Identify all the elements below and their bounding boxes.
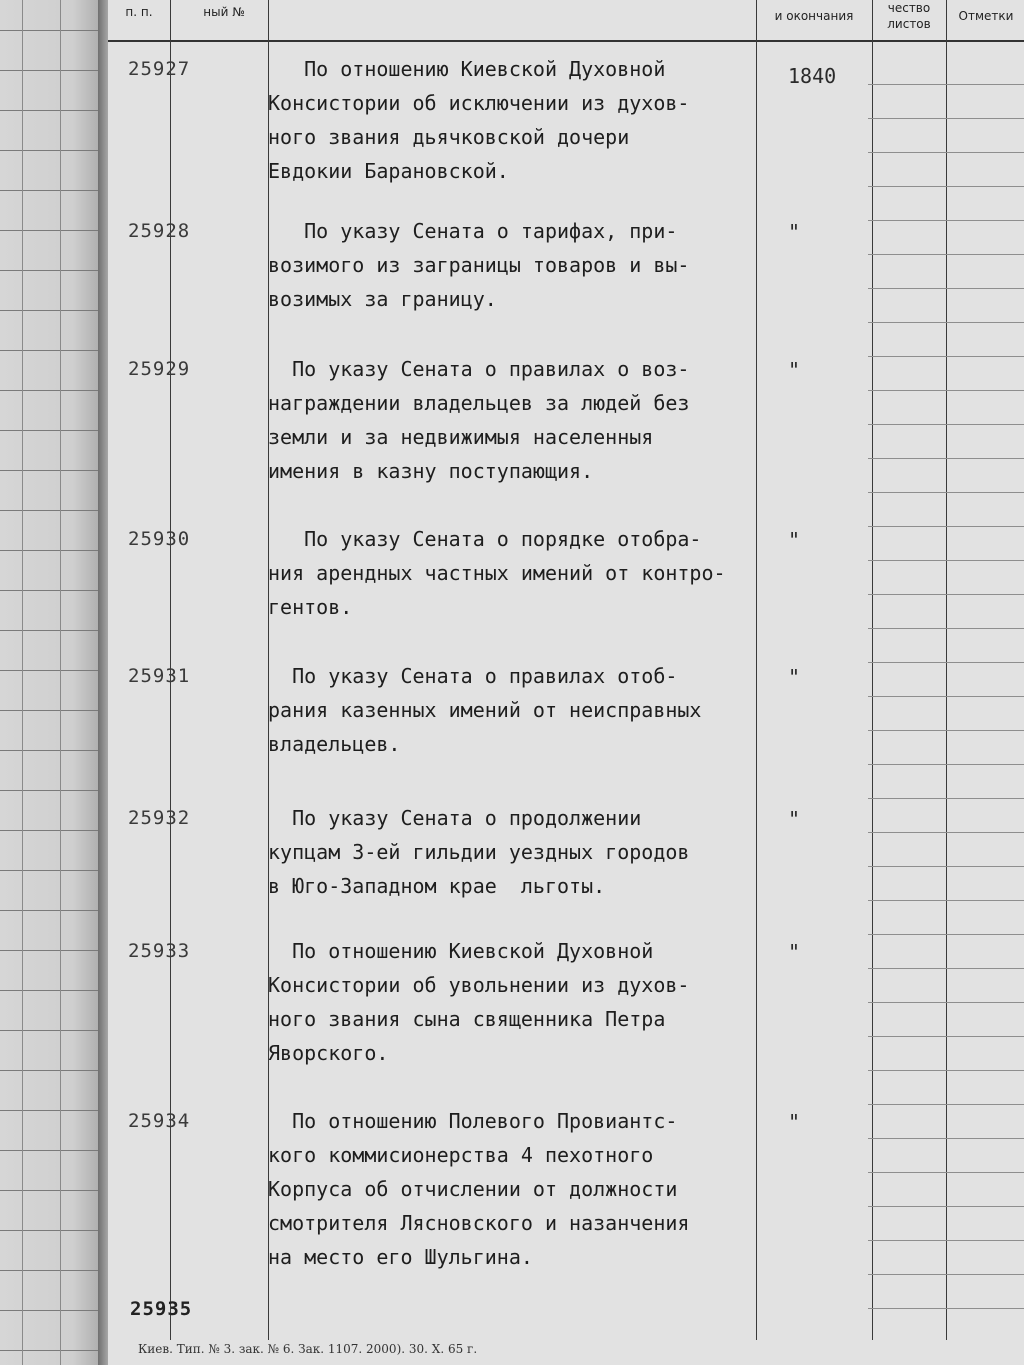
ruled-line <box>868 730 1024 731</box>
ruled-line <box>868 526 1024 527</box>
entry-description <box>268 659 768 761</box>
ruled-line <box>0 230 104 231</box>
ruled-line <box>868 254 1024 255</box>
ruled-line <box>868 220 1024 221</box>
entry-number: 25933 <box>128 940 191 962</box>
ruled-line <box>0 710 104 711</box>
ruled-line <box>0 1030 104 1031</box>
entry-line: имения в казну поступающия. <box>268 459 594 483</box>
ruled-line <box>868 186 1024 187</box>
entry-line: в Юго-Западном крае льготы. <box>268 874 606 898</box>
ruled-line <box>868 1172 1024 1173</box>
header-divider <box>108 40 1024 42</box>
entry-description <box>268 352 768 488</box>
entry-number: 25930 <box>128 528 191 550</box>
entry-date: " <box>788 665 801 689</box>
entry-date: 1840 <box>788 64 837 88</box>
entry-date: " <box>788 1110 801 1134</box>
entry-line: земли и за недвижимыя населенныя <box>268 425 654 449</box>
column-divider <box>946 0 947 1340</box>
entry-line: По отношению Полевого Провиантс- <box>268 1109 678 1133</box>
ruled-line <box>0 1270 104 1271</box>
column-divider <box>872 0 873 1340</box>
ruled-line <box>868 832 1024 833</box>
entry-line: кого коммисионерства 4 пехотного <box>268 1143 654 1167</box>
ruled-line <box>868 1308 1024 1309</box>
ruled-line <box>868 560 1024 561</box>
entry-line: награждении владельцев за людей без <box>268 391 690 415</box>
ruled-line <box>0 630 104 631</box>
ruled-line <box>0 110 104 111</box>
entry-line: По указу Сената о порядке отобра- <box>268 527 702 551</box>
ruled-line <box>0 350 104 351</box>
ruled-line <box>868 594 1024 595</box>
ruled-line <box>868 798 1024 799</box>
entry-line: владельцев. <box>268 732 401 756</box>
ruled-line <box>868 1274 1024 1275</box>
ruled-line <box>868 288 1024 289</box>
entry-line: По отношению Киевской Духовной <box>268 939 654 963</box>
ruled-line <box>0 1230 104 1231</box>
left-page <box>0 0 104 1365</box>
entry-description <box>268 522 768 624</box>
entry-line: Консистории об исключении из духов- <box>268 91 690 115</box>
ruled-line <box>868 662 1024 663</box>
entry-description <box>268 214 768 316</box>
header-count: чество листов <box>887 1 931 31</box>
ruled-line <box>868 900 1024 901</box>
header-dates: и окончания <box>774 9 854 23</box>
entry-line: ния арендных частных имений от контро- <box>268 561 726 585</box>
ruled-line <box>868 1002 1024 1003</box>
entry-number: 25931 <box>128 665 191 687</box>
entry-number: 25929 <box>128 358 191 380</box>
ruled-line <box>0 430 104 431</box>
ruled-line <box>0 750 104 751</box>
entry-description <box>268 801 768 903</box>
ruled-line <box>868 118 1024 119</box>
ruled-line <box>0 990 104 991</box>
ruled-line <box>868 1240 1024 1241</box>
ruled-column <box>60 0 61 1365</box>
ruled-line <box>868 628 1024 629</box>
entry-line: купцам 3-ей гильдии уездных городов <box>268 840 690 864</box>
entry-line: По указу Сената о правилах отоб- <box>268 664 678 688</box>
entry-line: ного звания дьячковской дочери <box>268 125 630 149</box>
last-entry-number: 25935 <box>130 1298 193 1320</box>
ruled-line <box>0 1310 104 1311</box>
entry-line: По указу Сената о правилах о воз- <box>268 357 690 381</box>
ruled-line <box>0 30 104 31</box>
ruled-line <box>0 150 104 151</box>
entry-line: рания казенных имений от неисправных <box>268 698 702 722</box>
ruled-line <box>868 1036 1024 1037</box>
entry-number: 25927 <box>128 58 191 80</box>
ruled-line <box>868 84 1024 85</box>
ruled-line <box>0 790 104 791</box>
ruled-line <box>0 470 104 471</box>
ruled-line <box>0 1350 104 1351</box>
entry-line: Корпуса об отчислении от должности <box>268 1177 678 1201</box>
entry-line: на место его Шульгина. <box>268 1245 533 1269</box>
ruled-line <box>0 670 104 671</box>
entry-line: Евдокии Барановской. <box>268 159 509 183</box>
ruled-line <box>0 510 104 511</box>
entry-line: ного звания сына священника Петра <box>268 1007 666 1031</box>
entry-line: гентов. <box>268 595 353 619</box>
entry-number: 25932 <box>128 807 191 829</box>
ruled-line <box>868 390 1024 391</box>
ruled-line <box>868 152 1024 153</box>
ruled-line <box>0 390 104 391</box>
ruled-line <box>868 934 1024 935</box>
entry-date: " <box>788 358 801 382</box>
entry-date: " <box>788 220 801 244</box>
ruled-line <box>868 1138 1024 1139</box>
ruled-line <box>0 950 104 951</box>
ruled-line <box>0 1150 104 1151</box>
header-file: ный № <box>203 5 245 19</box>
entry-date: " <box>788 940 801 964</box>
ruled-line <box>0 70 104 71</box>
ledger-page <box>108 0 1024 1365</box>
ruled-line <box>868 458 1024 459</box>
ruled-line <box>868 322 1024 323</box>
ruled-line <box>868 1104 1024 1105</box>
ruled-line <box>868 696 1024 697</box>
entry-line: Яворского. <box>268 1041 389 1065</box>
ruled-line <box>0 190 104 191</box>
ruled-line <box>0 270 104 271</box>
entry-description <box>268 52 768 188</box>
entry-line: смотрителя Лясновского и назанчения <box>268 1211 690 1235</box>
ruled-line <box>868 424 1024 425</box>
entry-line: По указу Сената о продолжении <box>268 806 642 830</box>
ruled-line <box>0 1070 104 1071</box>
entry-line: возимого из заграницы товаров и вы- <box>268 253 690 277</box>
ruled-line <box>868 1070 1024 1071</box>
header-number: п. п. <box>125 5 153 19</box>
entry-date: " <box>788 528 801 552</box>
ruled-line <box>0 870 104 871</box>
ruled-line <box>868 492 1024 493</box>
ruled-line <box>868 1206 1024 1207</box>
ruled-line <box>868 764 1024 765</box>
ruled-line <box>868 356 1024 357</box>
entry-line: возимых за границу. <box>268 287 497 311</box>
entry-description <box>268 934 768 1070</box>
ruled-line <box>0 310 104 311</box>
ruled-line <box>0 1190 104 1191</box>
ruled-line <box>0 590 104 591</box>
ruled-line <box>868 866 1024 867</box>
ruled-line <box>0 830 104 831</box>
header-notes: Отметки <box>958 9 1014 23</box>
ruled-column <box>22 0 23 1365</box>
entry-description <box>268 1104 768 1274</box>
print-footer: Киев. Тип. № 3. зак. № 6. Зак. 1107. 2000). 30. Х. 65 г. <box>138 1342 478 1356</box>
ruled-line <box>0 550 104 551</box>
ruled-line <box>0 910 104 911</box>
ruled-line <box>0 1110 104 1111</box>
entry-number: 25928 <box>128 220 191 242</box>
entry-line: По указу Сената о тарифах, при- <box>268 219 678 243</box>
entry-date: " <box>788 807 801 831</box>
entry-number: 25934 <box>128 1110 191 1132</box>
entry-line: Консистории об увольнении из духов- <box>268 973 690 997</box>
entry-line: По отношению Киевской Духовной <box>268 57 666 81</box>
ruled-line <box>868 968 1024 969</box>
